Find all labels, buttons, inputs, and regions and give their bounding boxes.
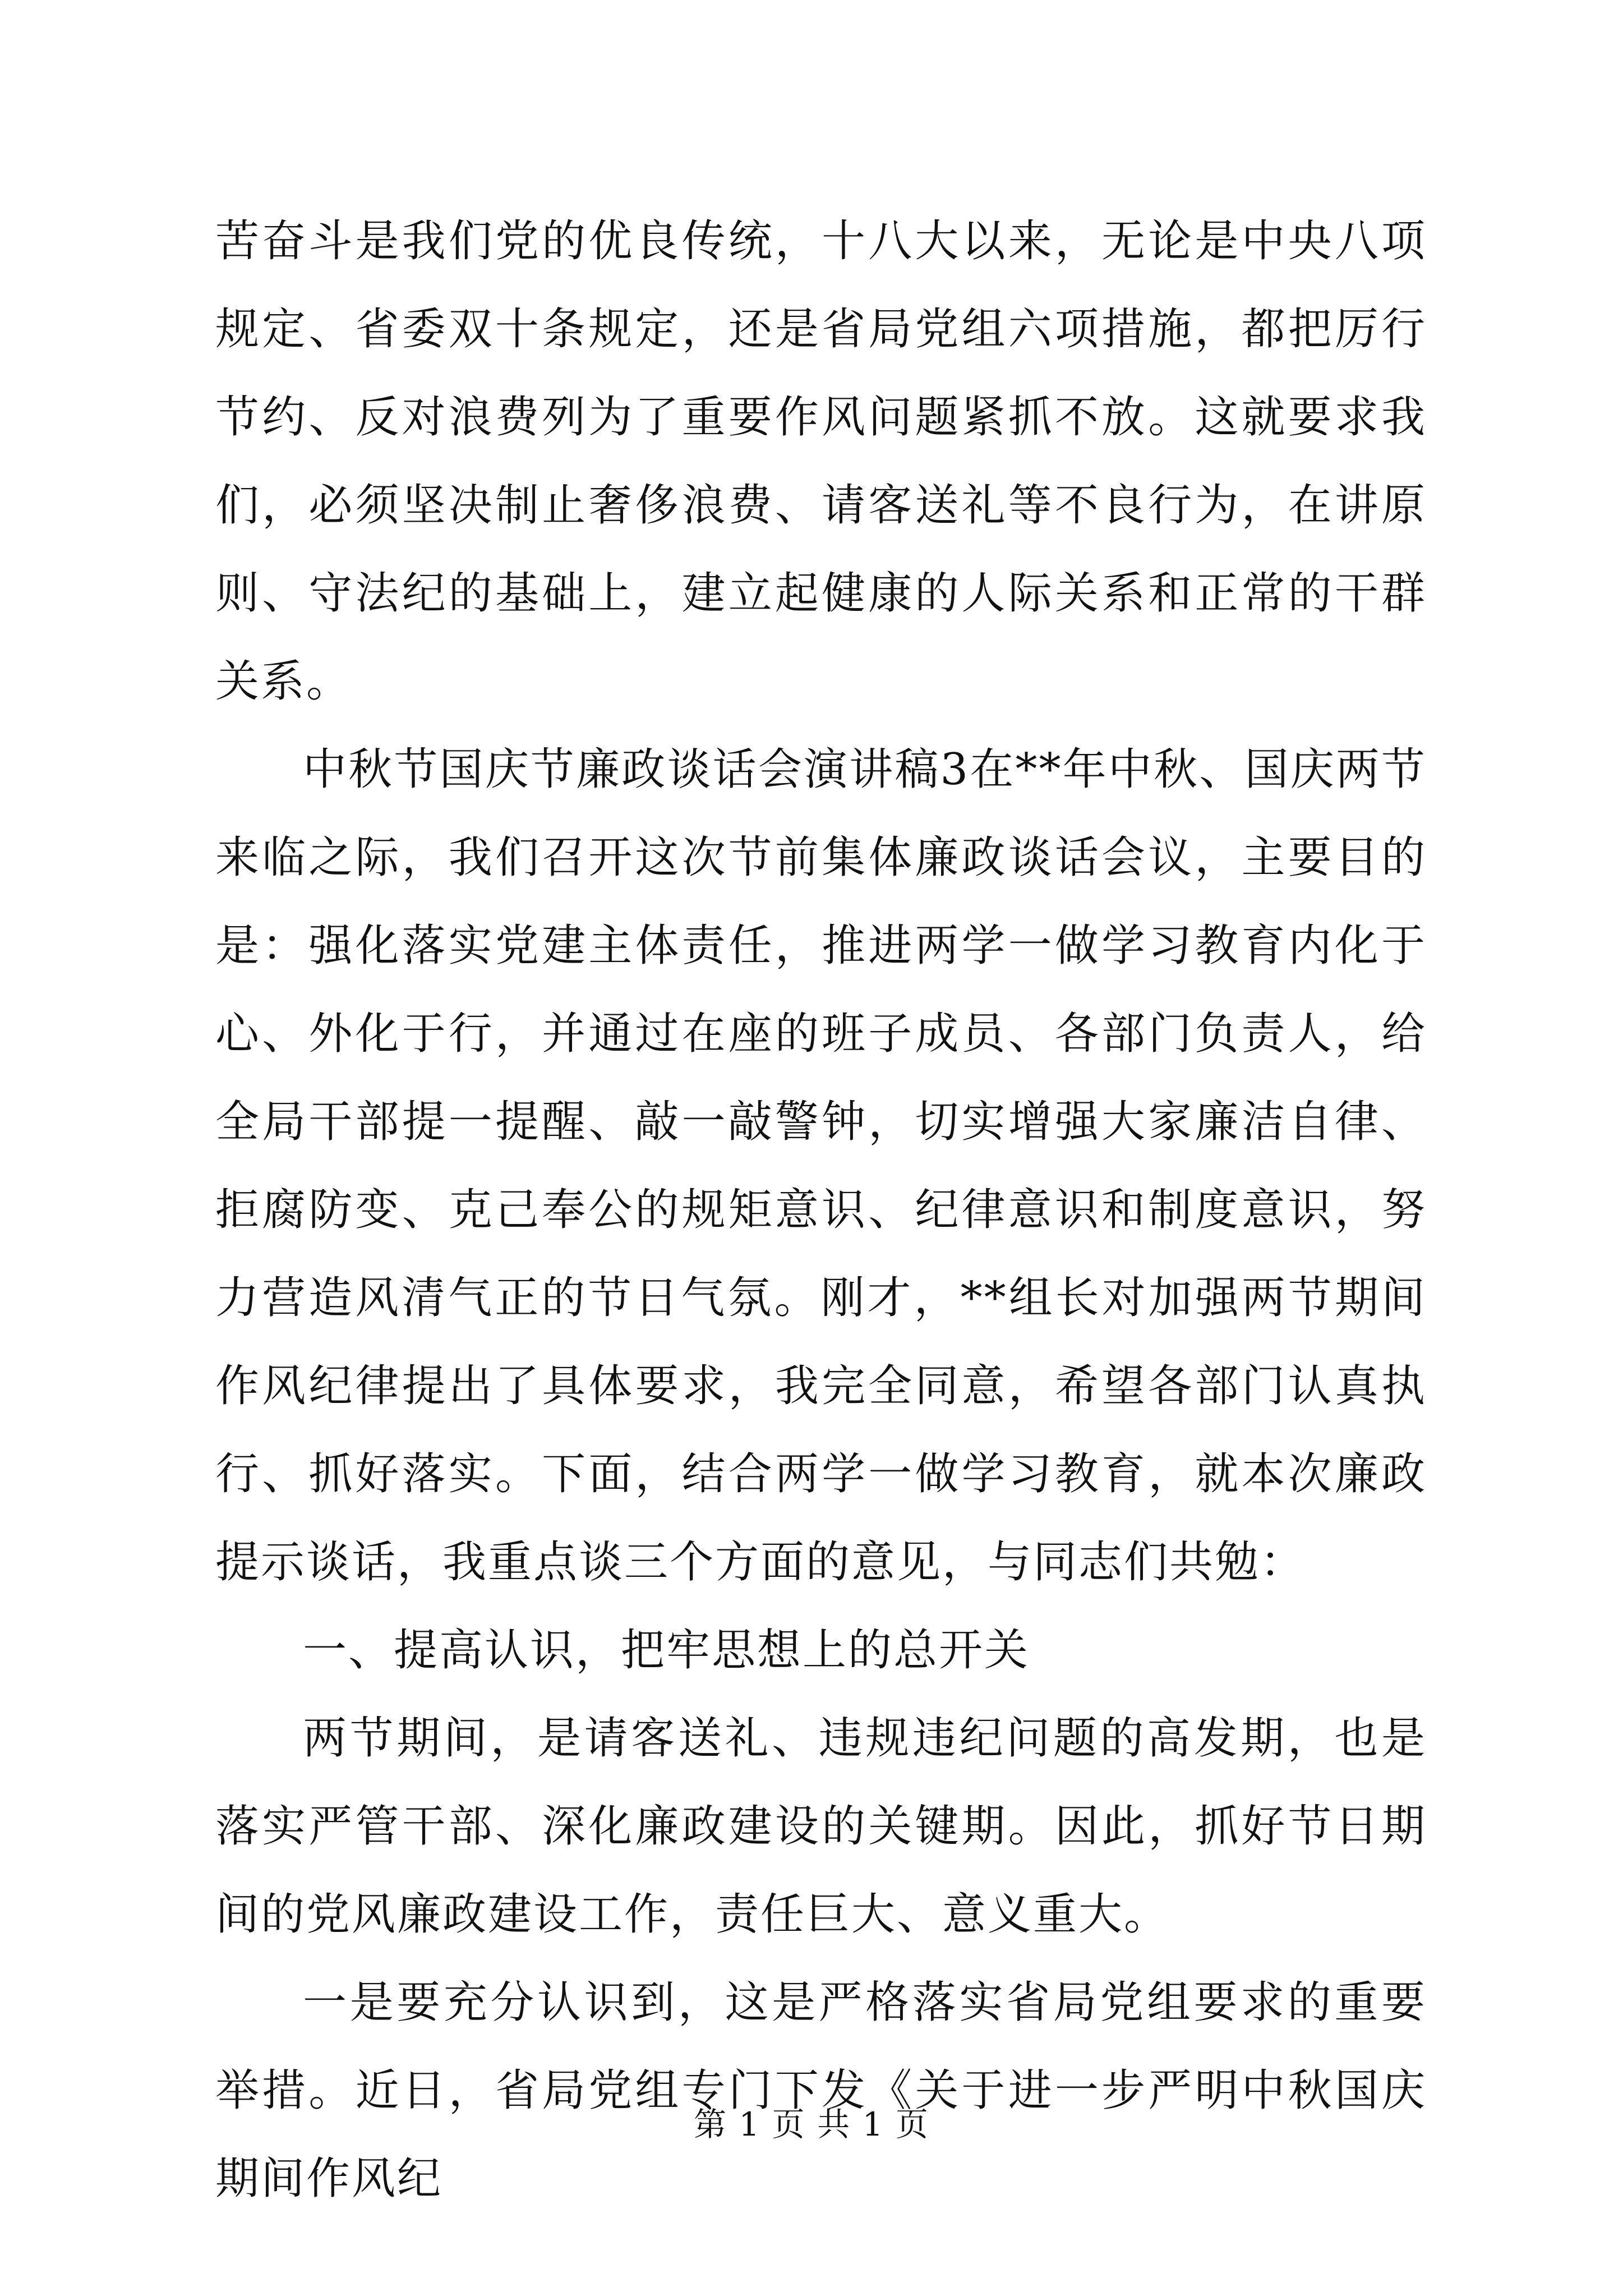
document-body (215, 197, 1427, 2223)
page-footer: 第 1 页 共 1 页 (694, 2105, 929, 2143)
section-heading-1: 一、提高认识，把牢思想上的总开关 (303, 1625, 1030, 1676)
paragraph-3: 两节期间，是请客送礼、违规违纪问题的高发期，也是落实严管干部、深化廉政建设的关键期。因此，抓好节日期间的党风廉政建设工作，责任巨大、意义重大。 (215, 1713, 1427, 1940)
paragraph-4: 一是要充分认识到，这是严格落实省局党组要求的重要举措。近日，省局党组专门下发《关于进一步严明中秋国庆期间作风纪 (215, 1977, 1427, 2204)
paragraph-2: 中秋节国庆节廉政谈话会演讲稿3在**年中秋、国庆两节来临之际，我们召开这次节前集体廉政谈话会议，主要目的是：强化落实党建主体责任，推进两学一做学习教育内化于心、外化于行，并通过在座的班子成员、各部门负责人，给全局干部提一提醒、敲一敲警钟，切实增强大家廉洁自律、拒腐防变、克己奉公的规矩意识、纪律意识和制度意识，努力营造风清气正的节日气氛。刚才，**组长对加强两节期间作风纪律提出了具体要求，我完全同意，希望各部门认真执行、抓好落实。下面，结合两学一做学习教育，就本次廉政提示谈话，我重点谈三个方面的意见，与同志们共勉： (215, 744, 1427, 1588)
paragraph-1: 苦奋斗是我们党的优良传统，十八大以来，无论是中央八项规定、省委双十条规定，还是省局党组六项措施，都把厉行节约、反对浪费列为了重要作风问题紧抓不放。这就要求我们，必须坚决制止奢侈浪费、请客送礼等不良行为，在讲原则、守法纪的基础上，建立起健康的人际关系和正常的干群关系。 (215, 216, 1427, 707)
